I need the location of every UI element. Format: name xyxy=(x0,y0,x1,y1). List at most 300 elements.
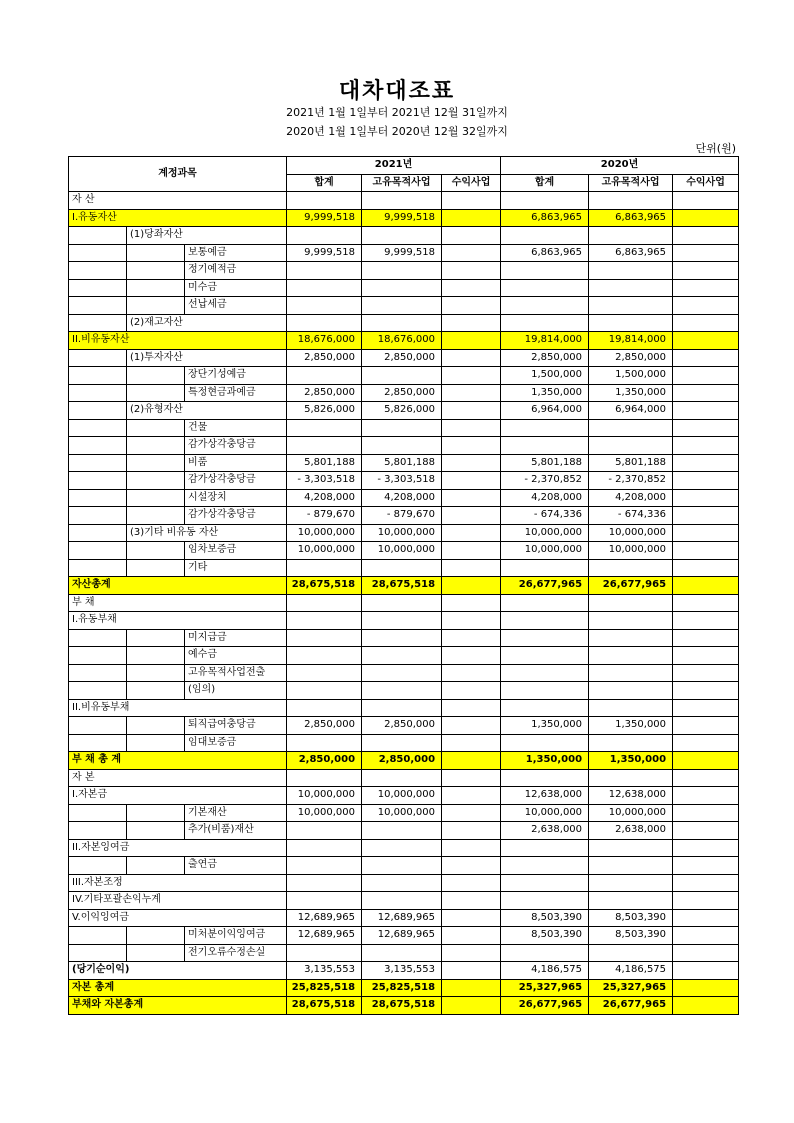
account-label: 고유목적사업전출 xyxy=(185,664,287,682)
value-cell xyxy=(589,892,673,910)
value-cell xyxy=(673,769,739,787)
account-label: 미처분이익잉여금 xyxy=(185,927,287,945)
account-label: II.자본잉여금 xyxy=(69,839,287,857)
value-cell: - 879,670 xyxy=(362,507,442,525)
value-cell xyxy=(673,559,739,577)
value-cell: 4,208,000 xyxy=(362,489,442,507)
value-cell xyxy=(442,857,501,875)
value-cell xyxy=(362,944,442,962)
value-cell xyxy=(442,402,501,420)
account-label: 부채와 자본총계 xyxy=(69,997,287,1015)
account-label: 선납세금 xyxy=(185,297,287,315)
value-cell xyxy=(673,664,739,682)
value-cell xyxy=(442,962,501,980)
value-cell: 1,500,000 xyxy=(589,367,673,385)
value-cell xyxy=(287,297,362,315)
value-cell xyxy=(287,594,362,612)
value-cell xyxy=(442,874,501,892)
indent-cell xyxy=(69,927,127,945)
account-label: IV.기타포괄손익누계 xyxy=(69,892,287,910)
table-row xyxy=(69,437,739,455)
value-cell xyxy=(589,262,673,280)
value-cell: 4,186,575 xyxy=(501,962,589,980)
value-cell xyxy=(287,314,362,332)
table-row xyxy=(69,542,739,560)
value-cell: 26,677,965 xyxy=(501,577,589,595)
value-cell xyxy=(287,192,362,210)
account-label: III.자본조정 xyxy=(69,874,287,892)
value-cell xyxy=(673,699,739,717)
indent-cell xyxy=(127,717,185,735)
value-cell xyxy=(501,647,589,665)
account-label: I.유동자산 xyxy=(69,209,287,227)
value-cell xyxy=(442,209,501,227)
table-row xyxy=(69,927,739,945)
value-cell: 2,850,000 xyxy=(362,752,442,770)
indent-cell xyxy=(127,262,185,280)
value-cell: 9,999,518 xyxy=(287,244,362,262)
value-cell xyxy=(287,857,362,875)
page-title: 대차대조표 xyxy=(338,79,456,104)
indent-cell xyxy=(69,717,127,735)
table-row xyxy=(69,909,739,927)
value-cell xyxy=(362,612,442,630)
value-cell xyxy=(287,559,362,577)
table-row xyxy=(69,769,739,787)
indent-cell xyxy=(127,244,185,262)
value-cell xyxy=(501,559,589,577)
indent-cell xyxy=(69,367,127,385)
value-cell xyxy=(673,314,739,332)
value-cell xyxy=(442,472,501,490)
indent-cell xyxy=(127,822,185,840)
table-row xyxy=(69,262,739,280)
value-cell xyxy=(362,192,442,210)
account-label: (2)유형자산 xyxy=(127,402,287,420)
value-cell: 25,825,518 xyxy=(287,979,362,997)
indent-cell xyxy=(69,472,127,490)
account-label: 출연금 xyxy=(185,857,287,875)
value-cell xyxy=(362,892,442,910)
value-cell: 6,863,965 xyxy=(589,209,673,227)
value-cell xyxy=(362,874,442,892)
value-cell xyxy=(362,437,442,455)
indent-cell xyxy=(69,734,127,752)
value-cell: 12,638,000 xyxy=(589,787,673,805)
value-cell: 8,503,390 xyxy=(589,927,673,945)
value-cell: 8,503,390 xyxy=(589,909,673,927)
value-cell xyxy=(501,192,589,210)
value-cell xyxy=(673,717,739,735)
value-cell xyxy=(501,279,589,297)
table-row xyxy=(69,997,739,1015)
indent-cell xyxy=(69,647,127,665)
indent-cell xyxy=(69,664,127,682)
value-cell: 2,850,000 xyxy=(362,384,442,402)
value-cell xyxy=(673,787,739,805)
period-2020: 2020년 1월 1일부터 2020년 12월 32일까지 xyxy=(286,125,508,138)
indent-cell xyxy=(127,629,185,647)
value-cell xyxy=(589,612,673,630)
indent-cell xyxy=(127,542,185,560)
value-cell xyxy=(287,734,362,752)
value-cell: 10,000,000 xyxy=(287,524,362,542)
value-cell xyxy=(287,227,362,245)
value-cell xyxy=(673,857,739,875)
value-cell xyxy=(673,804,739,822)
value-cell: 1,350,000 xyxy=(501,717,589,735)
value-cell xyxy=(673,629,739,647)
account-label: 임대보증금 xyxy=(185,734,287,752)
value-cell xyxy=(442,804,501,822)
value-cell: 12,689,965 xyxy=(362,909,442,927)
table-row xyxy=(69,349,739,367)
account-label: (임의) xyxy=(185,682,287,700)
indent-cell xyxy=(127,507,185,525)
value-cell xyxy=(673,192,739,210)
table-row xyxy=(69,717,739,735)
account-label: 자본 총계 xyxy=(69,979,287,997)
account-label: 자 본 xyxy=(69,769,287,787)
value-cell xyxy=(501,857,589,875)
value-cell xyxy=(673,402,739,420)
account-label: I.유동부채 xyxy=(69,612,287,630)
period-2021: 2021년 1월 1일부터 2021년 12월 31일까지 xyxy=(286,106,508,119)
value-cell xyxy=(362,629,442,647)
header-account: 계정과목 xyxy=(69,157,287,192)
indent-cell xyxy=(127,682,185,700)
value-cell: 5,801,188 xyxy=(501,454,589,472)
value-cell: 12,638,000 xyxy=(501,787,589,805)
value-cell xyxy=(362,769,442,787)
value-cell xyxy=(673,594,739,612)
table-row xyxy=(69,839,739,857)
value-cell xyxy=(673,244,739,262)
indent-cell xyxy=(69,297,127,315)
value-cell: 10,000,000 xyxy=(362,804,442,822)
value-cell xyxy=(673,542,739,560)
value-cell xyxy=(589,314,673,332)
value-cell xyxy=(287,419,362,437)
value-cell: 6,863,965 xyxy=(589,244,673,262)
value-cell xyxy=(501,769,589,787)
value-cell: 5,801,188 xyxy=(287,454,362,472)
value-cell: 1,350,000 xyxy=(589,717,673,735)
indent-cell xyxy=(69,629,127,647)
table-row xyxy=(69,979,739,997)
account-label: 전기오류수정손실 xyxy=(185,944,287,962)
account-label: 미지급금 xyxy=(185,629,287,647)
value-cell xyxy=(589,734,673,752)
value-cell xyxy=(501,314,589,332)
balance-sheet-table xyxy=(68,156,739,1015)
indent-cell xyxy=(127,419,185,437)
value-cell xyxy=(362,262,442,280)
value-cell xyxy=(362,699,442,717)
value-cell: 10,000,000 xyxy=(589,542,673,560)
account-label: (당기순이익) xyxy=(69,962,287,980)
value-cell xyxy=(442,594,501,612)
value-cell xyxy=(442,664,501,682)
value-cell xyxy=(287,262,362,280)
table-row xyxy=(69,612,739,630)
header-year-2020: 2020년 xyxy=(501,157,739,175)
value-cell xyxy=(442,944,501,962)
account-label: 감가상각충당금 xyxy=(185,472,287,490)
value-cell: 6,863,965 xyxy=(501,209,589,227)
table-row xyxy=(69,297,739,315)
table-row xyxy=(69,892,739,910)
indent-cell xyxy=(127,437,185,455)
value-cell: 2,850,000 xyxy=(287,717,362,735)
value-cell xyxy=(442,262,501,280)
value-cell xyxy=(362,594,442,612)
value-cell xyxy=(442,524,501,542)
value-cell xyxy=(501,297,589,315)
value-cell: 4,208,000 xyxy=(589,489,673,507)
indent-cell xyxy=(69,262,127,280)
account-label: (3)기타 비유동 자산 xyxy=(127,524,287,542)
value-cell xyxy=(589,682,673,700)
account-label: (1)당좌자산 xyxy=(127,227,287,245)
indent-cell xyxy=(69,822,127,840)
value-cell xyxy=(673,577,739,595)
value-cell: - 3,303,518 xyxy=(287,472,362,490)
indent-cell xyxy=(127,927,185,945)
value-cell xyxy=(442,927,501,945)
value-cell xyxy=(442,629,501,647)
value-cell: 6,964,000 xyxy=(589,402,673,420)
value-cell xyxy=(673,734,739,752)
indent-cell xyxy=(69,314,127,332)
indent-cell xyxy=(69,227,127,245)
table-row xyxy=(69,227,739,245)
value-cell xyxy=(673,979,739,997)
value-cell xyxy=(673,227,739,245)
value-cell: - 674,336 xyxy=(501,507,589,525)
value-cell: 8,503,390 xyxy=(501,909,589,927)
value-cell xyxy=(442,314,501,332)
value-cell xyxy=(442,384,501,402)
value-cell xyxy=(673,367,739,385)
value-cell xyxy=(673,682,739,700)
table-row xyxy=(69,244,739,262)
value-cell: 12,689,965 xyxy=(362,927,442,945)
account-label: 감가상각충당금 xyxy=(185,437,287,455)
account-label: 장단기성예금 xyxy=(185,367,287,385)
table-row xyxy=(69,874,739,892)
value-cell xyxy=(287,664,362,682)
value-cell xyxy=(673,419,739,437)
account-label: 임차보증금 xyxy=(185,542,287,560)
header-total-2021: 합계 xyxy=(287,174,362,192)
value-cell: 2,850,000 xyxy=(287,349,362,367)
indent-cell xyxy=(127,489,185,507)
value-cell xyxy=(673,279,739,297)
indent-cell xyxy=(127,384,185,402)
value-cell: 12,689,965 xyxy=(287,909,362,927)
header-year-2021: 2021년 xyxy=(287,157,501,175)
value-cell xyxy=(501,419,589,437)
account-label: (2)재고자산 xyxy=(127,314,287,332)
value-cell: 10,000,000 xyxy=(362,524,442,542)
value-cell xyxy=(501,664,589,682)
account-label: 보통예금 xyxy=(185,244,287,262)
account-label: 추가(비품)재산 xyxy=(185,822,287,840)
value-cell xyxy=(442,647,501,665)
value-cell xyxy=(362,664,442,682)
value-cell xyxy=(442,244,501,262)
table-row xyxy=(69,454,739,472)
value-cell xyxy=(501,629,589,647)
value-cell xyxy=(442,787,501,805)
value-cell xyxy=(673,909,739,927)
table-row xyxy=(69,822,739,840)
value-cell xyxy=(362,647,442,665)
value-cell xyxy=(442,297,501,315)
value-cell: 28,675,518 xyxy=(362,997,442,1015)
value-cell: 2,638,000 xyxy=(501,822,589,840)
indent-cell xyxy=(127,857,185,875)
indent-cell xyxy=(127,367,185,385)
value-cell xyxy=(442,717,501,735)
indent-cell xyxy=(69,349,127,367)
value-cell: 10,000,000 xyxy=(501,804,589,822)
value-cell xyxy=(442,909,501,927)
table-row xyxy=(69,367,739,385)
value-cell: 5,801,188 xyxy=(362,454,442,472)
table-row xyxy=(69,472,739,490)
value-cell xyxy=(442,839,501,857)
value-cell xyxy=(287,279,362,297)
value-cell xyxy=(673,944,739,962)
account-label: 시설장치 xyxy=(185,489,287,507)
table-row xyxy=(69,787,739,805)
value-cell: - 879,670 xyxy=(287,507,362,525)
value-cell xyxy=(287,839,362,857)
value-cell xyxy=(287,437,362,455)
value-cell: 5,826,000 xyxy=(362,402,442,420)
value-cell xyxy=(362,367,442,385)
table-row xyxy=(69,489,739,507)
indent-cell xyxy=(69,542,127,560)
table-row xyxy=(69,384,739,402)
account-label: 기타 xyxy=(185,559,287,577)
value-cell xyxy=(287,647,362,665)
account-label: 기본재산 xyxy=(185,804,287,822)
account-label: II.비유동자산 xyxy=(69,332,287,350)
value-cell xyxy=(442,437,501,455)
value-cell: 4,186,575 xyxy=(589,962,673,980)
account-label: 건물 xyxy=(185,419,287,437)
value-cell xyxy=(589,874,673,892)
account-label: 미수금 xyxy=(185,279,287,297)
value-cell xyxy=(589,297,673,315)
value-cell xyxy=(362,559,442,577)
value-cell xyxy=(362,279,442,297)
indent-cell xyxy=(69,857,127,875)
value-cell: 6,964,000 xyxy=(501,402,589,420)
account-label: 정기예적금 xyxy=(185,262,287,280)
value-cell xyxy=(673,612,739,630)
value-cell: 28,675,518 xyxy=(287,997,362,1015)
account-label: I.자본금 xyxy=(69,787,287,805)
value-cell xyxy=(673,892,739,910)
value-cell xyxy=(442,682,501,700)
indent-cell xyxy=(127,279,185,297)
table-row xyxy=(69,804,739,822)
value-cell xyxy=(442,192,501,210)
value-cell: - 2,370,852 xyxy=(589,472,673,490)
table-row xyxy=(69,752,739,770)
account-label: 비품 xyxy=(185,454,287,472)
value-cell: 26,677,965 xyxy=(501,997,589,1015)
value-cell xyxy=(287,682,362,700)
value-cell xyxy=(589,839,673,857)
value-cell xyxy=(442,489,501,507)
value-cell: 9,999,518 xyxy=(362,209,442,227)
value-cell: 18,676,000 xyxy=(287,332,362,350)
value-cell: 2,850,000 xyxy=(287,752,362,770)
indent-cell xyxy=(127,647,185,665)
indent-cell xyxy=(69,559,127,577)
account-label: 특정현금과예금 xyxy=(185,384,287,402)
account-label: 예수금 xyxy=(185,647,287,665)
value-cell xyxy=(589,192,673,210)
account-label: 부 채 총 계 xyxy=(69,752,287,770)
value-cell xyxy=(589,664,673,682)
value-cell: 4,208,000 xyxy=(287,489,362,507)
value-cell xyxy=(287,769,362,787)
value-cell xyxy=(362,314,442,332)
value-cell xyxy=(362,297,442,315)
value-cell: 26,677,965 xyxy=(589,577,673,595)
value-cell: 9,999,518 xyxy=(362,244,442,262)
value-cell xyxy=(442,419,501,437)
value-cell xyxy=(362,839,442,857)
value-cell xyxy=(589,769,673,787)
account-label: V.이익잉여금 xyxy=(69,909,287,927)
value-cell xyxy=(673,349,739,367)
indent-cell xyxy=(69,279,127,297)
account-label: II.비유동부채 xyxy=(69,699,287,717)
value-cell: 1,350,000 xyxy=(501,752,589,770)
value-cell xyxy=(673,839,739,857)
value-cell xyxy=(673,489,739,507)
indent-cell xyxy=(69,437,127,455)
value-cell: 10,000,000 xyxy=(362,542,442,560)
value-cell xyxy=(442,699,501,717)
value-cell xyxy=(501,612,589,630)
value-cell: - 674,336 xyxy=(589,507,673,525)
value-cell xyxy=(673,997,739,1015)
value-cell xyxy=(442,367,501,385)
value-cell: 19,814,000 xyxy=(589,332,673,350)
indent-cell xyxy=(69,419,127,437)
indent-cell xyxy=(127,559,185,577)
indent-cell xyxy=(127,664,185,682)
value-cell: 10,000,000 xyxy=(501,542,589,560)
value-cell xyxy=(287,874,362,892)
value-cell xyxy=(442,227,501,245)
indent-cell xyxy=(69,524,127,542)
value-cell xyxy=(442,997,501,1015)
unit-label: 단위(원) xyxy=(695,142,736,155)
value-cell: 25,327,965 xyxy=(589,979,673,997)
table-row xyxy=(69,857,739,875)
value-cell: 3,135,553 xyxy=(287,962,362,980)
value-cell xyxy=(362,227,442,245)
